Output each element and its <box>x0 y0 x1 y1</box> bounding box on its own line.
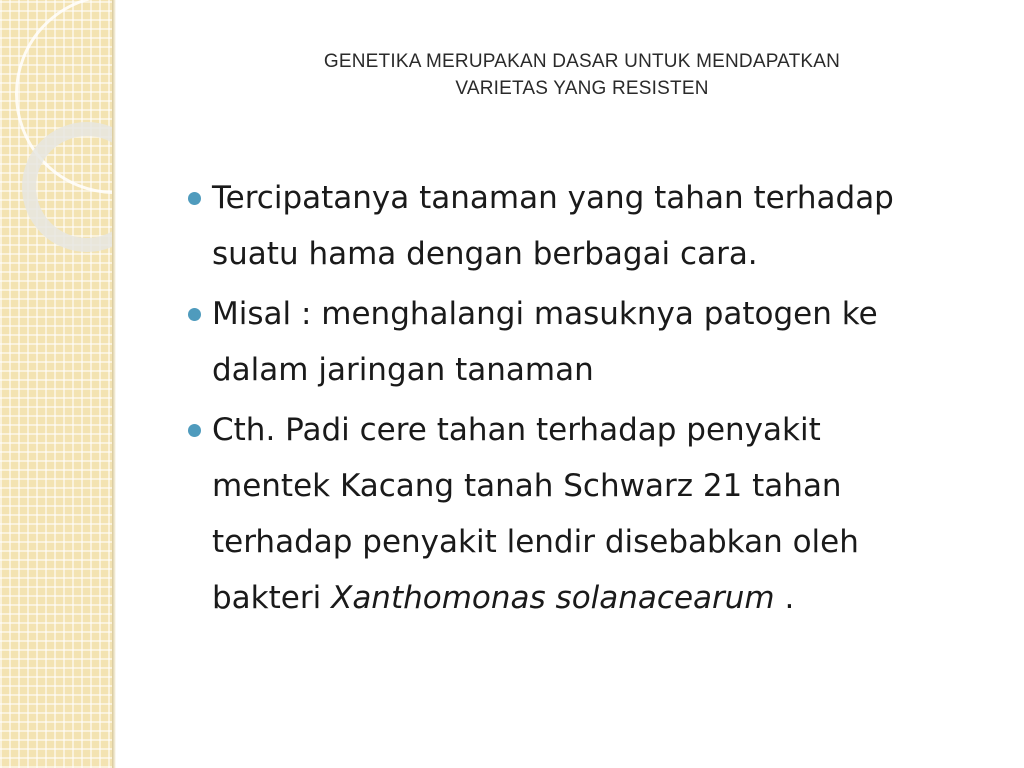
bullet-line: terhadap penyakit lendir disebabkan oleh <box>212 524 859 560</box>
bullet-icon <box>188 424 201 437</box>
decorative-side-panel <box>0 0 112 768</box>
bullet-item <box>182 286 1002 398</box>
bullet-list <box>182 170 1002 630</box>
bullet-icon <box>188 308 201 321</box>
bullet-line: Misal : menghalangi masuknya patogen ke <box>212 296 878 332</box>
bullet-line: mentek Kacang tanah Schwarz 21 tahan <box>212 468 842 504</box>
bullet-text: bakteri <box>212 580 332 616</box>
bullet-line: dalam jaringan tanaman <box>212 352 594 388</box>
panel-edge <box>112 0 116 768</box>
bullet-line: Cth. Padi cere tahan terhadap penyakit <box>212 412 821 448</box>
title-line-1: GENETIKA MERUPAKAN DASAR UNTUK MENDAPATKAN <box>323 51 841 72</box>
bullet-line <box>212 570 1002 626</box>
bullet-text: . <box>774 580 795 616</box>
bullet-icon <box>188 192 201 205</box>
slide-title <box>150 48 1014 102</box>
title-line-2: VARIETAS YANG RESISTEN <box>455 78 709 99</box>
bullet-item <box>182 170 1002 282</box>
bullet-item <box>182 402 1002 626</box>
species-name: Xanthomonas solanacearum <box>331 580 775 616</box>
bullet-line: suatu hama dengan berbagai cara. <box>212 236 758 272</box>
bullet-line: Tercipatanya tanaman yang tahan terhadap <box>212 180 894 216</box>
